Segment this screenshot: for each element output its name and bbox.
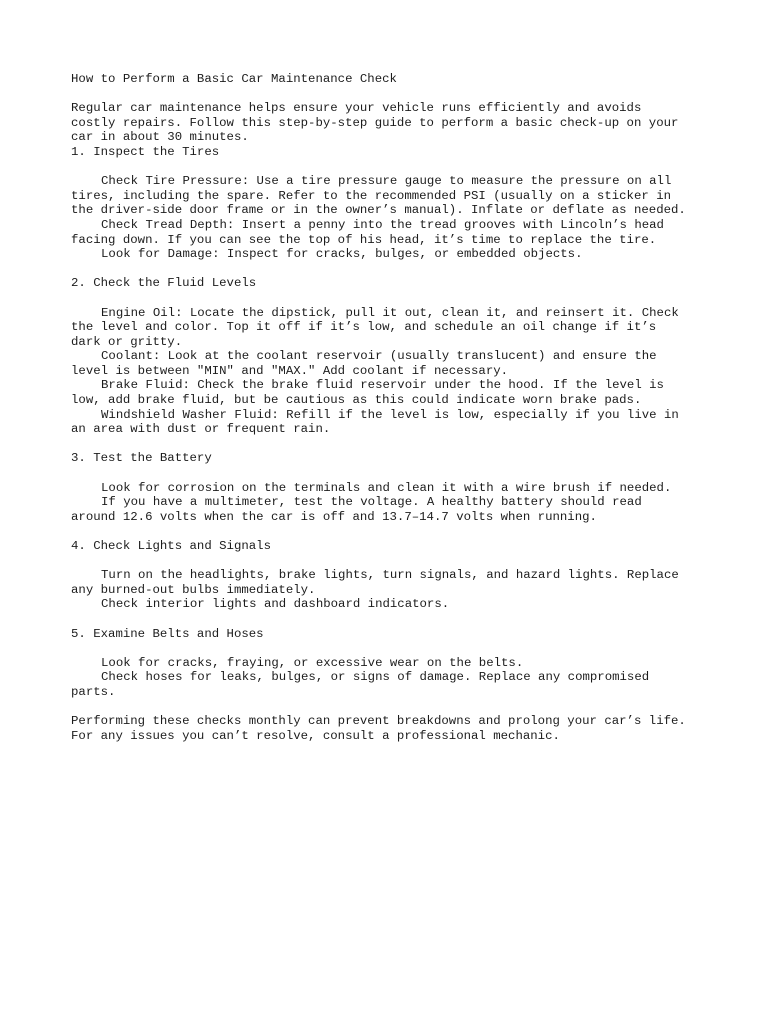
item-corrosion	[71, 481, 721, 496]
item-line: parts.	[71, 684, 116, 699]
spacer	[71, 160, 721, 175]
closing-line: For any issues you can’t resolve, consult a professional mechanic.	[71, 728, 560, 743]
spacer	[71, 554, 721, 569]
spacer	[71, 87, 721, 102]
item-coolant	[71, 349, 721, 378]
item-voltage	[71, 495, 721, 524]
item-line: the level and color. Top it off if it’s low, and schedule an oil change if it’s	[71, 320, 657, 335]
item-line: Coolant: Look at the coolant reservoir (usually translucent) and ensure the	[101, 349, 657, 364]
section-heading: 1. Inspect the Tires	[71, 144, 220, 159]
item-line: Look for Damage: Inspect for cracks, bulges, or embedded objects.	[101, 247, 583, 262]
closing-line: Performing these checks monthly can prevent breakdowns and prolong your car’s life.	[71, 714, 686, 729]
intro-paragraph	[71, 101, 721, 145]
item-line: Brake Fluid: Check the brake fluid reservoir under the hood. If the level is	[101, 378, 664, 393]
item-line: Check Tire Pressure: Use a tire pressure gauge to measure the pressure on all	[101, 174, 672, 189]
section-fluids	[71, 276, 721, 437]
item-engine-oil	[71, 306, 721, 350]
item-line: dark or gritty.	[71, 334, 183, 349]
item-line: Look for cracks, fraying, or excessive wear on the belts.	[101, 655, 524, 670]
item-tire-pressure	[71, 174, 721, 218]
spacer	[71, 700, 721, 715]
section-battery	[71, 451, 721, 524]
item-washer-fluid	[71, 408, 721, 437]
spacer	[71, 262, 721, 277]
section-heading: 2. Check the Fluid Levels	[71, 276, 257, 291]
spacer	[71, 437, 721, 452]
document-title: How to Perform a Basic Car Maintenance Check	[71, 72, 397, 86]
item-belts	[71, 656, 721, 671]
section-heading: 3. Test the Battery	[71, 451, 212, 466]
item-line: level is between "MIN" and "MAX." Add coolant if necessary.	[71, 363, 509, 378]
item-line: an area with dust or frequent rain.	[71, 422, 331, 437]
section-belts-hoses	[71, 627, 721, 700]
item-line: Check hoses for leaks, bulges, or signs of damage. Replace any compromised	[101, 670, 650, 685]
item-line: tires, including the spare. Refer to the recommended PSI (usually on a sticker in	[71, 188, 672, 203]
item-line: the driver-side door frame or in the owner’s manual). Inflate or deflate as needed.	[71, 203, 686, 218]
section-lights	[71, 539, 721, 612]
section-heading: 4. Check Lights and Signals	[71, 539, 272, 553]
closing-paragraph	[71, 714, 721, 743]
intro-line: Regular car maintenance helps ensure your vehicle runs efficiently and avoids	[71, 101, 642, 116]
item-line: any burned-out bulbs immediately.	[71, 582, 316, 597]
item-exterior-lights	[71, 568, 721, 597]
spacer	[71, 641, 721, 656]
item-line: Turn on the headlights, brake lights, turn signals, and hazard lights. Replace	[101, 568, 679, 583]
item-line: low, add brake fluid, but be cautious as this could indicate worn brake pads.	[71, 393, 642, 408]
item-brake-fluid	[71, 378, 721, 407]
spacer	[71, 291, 721, 306]
intro-line: car in about 30 minutes.	[71, 130, 249, 145]
spacer	[71, 524, 721, 539]
section-tires	[71, 145, 721, 262]
item-line: facing down. If you can see the top of his head, it’s time to replace the tire.	[71, 232, 657, 247]
item-damage	[71, 247, 721, 262]
item-line: around 12.6 volts when the car is off and 13.7–14.7 volts when running.	[71, 509, 597, 524]
item-interior-lights	[71, 597, 721, 612]
section-heading: 5. Examine Belts and Hoses	[71, 626, 264, 641]
document-page	[71, 72, 721, 743]
item-line: Windshield Washer Fluid: Refill if the level is low, especially if you live in	[101, 407, 679, 422]
spacer	[71, 612, 721, 627]
item-tread-depth	[71, 218, 721, 247]
item-line: Engine Oil: Locate the dipstick, pull it out, clean it, and reinsert it. Check	[101, 305, 679, 320]
spacer	[71, 466, 721, 481]
item-line: Check Tread Depth: Insert a penny into the tread grooves with Lincoln’s head	[101, 217, 664, 232]
item-line: Check interior lights and dashboard indicators.	[101, 597, 450, 612]
intro-line: costly repairs. Follow this step-by-step guide to perform a basic check-up on your	[71, 115, 679, 130]
item-line: Look for corrosion on the terminals and clean it with a wire brush if needed.	[101, 480, 672, 495]
item-line: If you have a multimeter, test the voltage. A healthy battery should read	[101, 495, 642, 510]
item-hoses	[71, 670, 721, 699]
